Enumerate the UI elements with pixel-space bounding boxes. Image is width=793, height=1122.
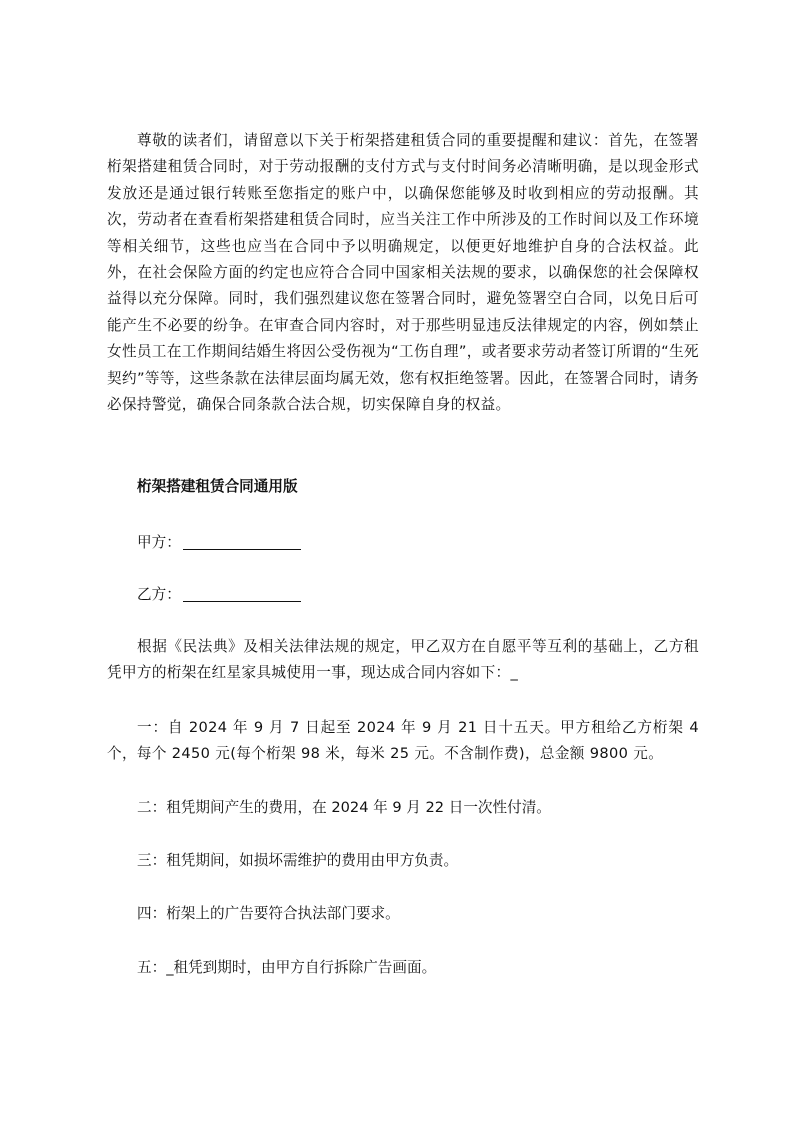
preamble-paragraph: 根据《民法典》及相关法律法规的规定，甲乙双方在自愿平等互利的基础上，乙方租凭甲方的桁架在红星家具城使用一事，现达成合同内容如下：_ [107,638,699,682]
party-b-label: 乙方： [137,586,181,603]
party-b-blank [183,585,301,602]
clause-1: 一：自 2024 年 9 月 7 日起至 2024 年 9 月 21 日十五天。甲方租给乙方桁架 4 个，每个 2450 元(每个桁架 98 米，每米 25 元。不含制作费)，总金额 9800 元。 [107,719,699,763]
clause-2: 二：租凭期间产生的费用，在 2024 年 9 月 22 日一次性付清。 [137,799,551,816]
contract-title: 桁架搭建租赁合同通用版 [137,478,298,495]
intro-paragraph: 尊敬的读者们，请留意以下关于桁架搭建租赁合同的重要提醒和建议：首先，在签署桁架搭建租赁合同时，对于劳动报酬的支付方式与支付时间务必清晰明确，是以现金形式发放还是通过银行转账至您指定的账户中，以确保您能够及时收到相应的劳动报酬。其次，劳动者在查看桁架搭建租赁合同时，应当关注工作中所涉及的工作时间以及工作环境等相关细节，这些也应当在合同中予以明确规定，以便更好地维护自身的合法权益。此外，在社会保险方面的约定也应符合合同中国家相关法规的要求，以确保您的社会保障权益得以充分保障。同时，我们强烈建议您在签署合同时，避免签署空白合同，以免日后可能产生不必要的纷争。在审查合同内容时，对于那些明显违反法律规定的内容，例如禁止女性员工在工作期间结婚生将因公受伤视为“工伤自理”，或者要求劳动者签订所谓的“生死契约”等等，这些条款在法律层面均属无效，您有权拒绝签署。因此，在签署合同时，请务必保持警觉，确保合同条款合法合规，切实保障自身的权益。 [107,132,699,414]
clause-4: 四：桁架上的广告要符合执法部门要求。 [137,905,400,922]
party-a-line [137,530,301,556]
clause-5: 五：_租凭到期时，由甲方自行拆除广告画面。 [137,959,437,976]
party-b-line [137,582,301,608]
party-a-label: 甲方： [137,534,181,551]
party-a-blank [183,533,301,550]
clause-3: 三：租凭期间，如损坏需维护的费用由甲方负责。 [137,852,459,869]
